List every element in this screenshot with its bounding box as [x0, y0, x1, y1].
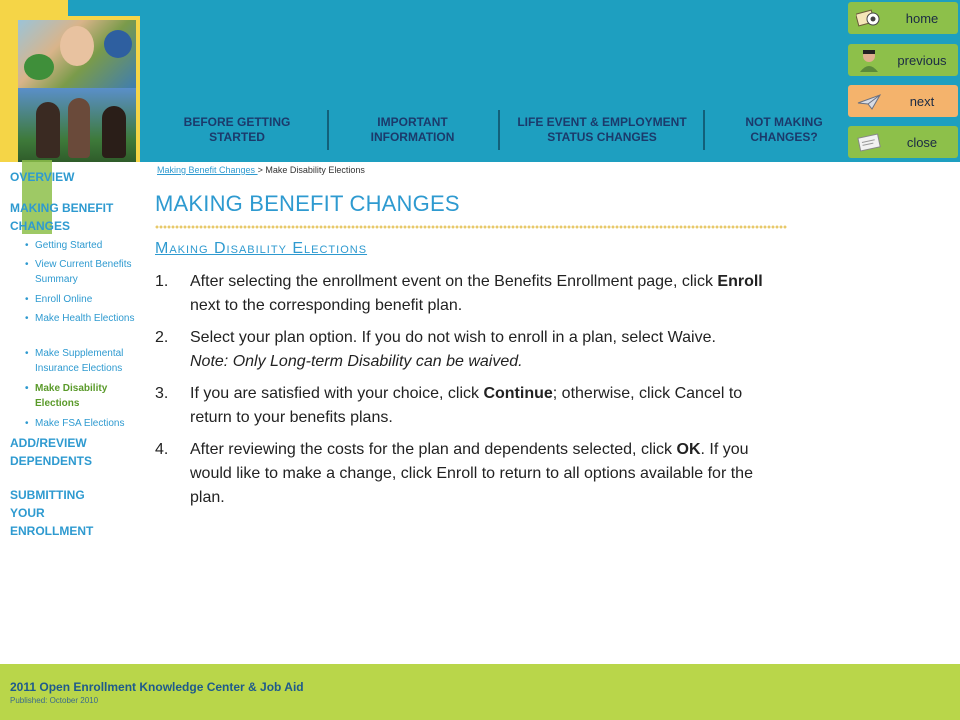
next-button[interactable]	[848, 85, 958, 117]
step-note: Note: Only Long-term Disability can be waived.	[190, 353, 523, 370]
bullet-icon: •	[25, 313, 29, 324]
bullet-icon: •	[25, 383, 29, 394]
topnav-divider	[703, 110, 705, 150]
bullet-icon: •	[25, 294, 29, 305]
sidebar-item-getting-started[interactable]	[26, 238, 138, 253]
previous-label: previous	[897, 52, 947, 68]
sidebar-item-make-health-elections[interactable]	[26, 311, 138, 326]
sidebar-item-label: Make Supplemental Insurance Elections	[35, 348, 124, 374]
bullet-icon: •	[25, 259, 29, 270]
step-text: Select your plan option. If you do not wish to enroll in a plan, select Waive.	[190, 329, 716, 346]
bullet-icon: •	[25, 418, 29, 429]
topnav-before-getting-started[interactable]: BEFORE GETTING STARTED	[183, 115, 291, 144]
step-text: After selecting the enrollment event on the Benefits Enrollment page, click	[190, 273, 718, 290]
topnav-not-making-changes[interactable]: NOT MAKING CHANGES?	[745, 115, 823, 144]
topnav-divider	[498, 110, 500, 150]
home-button[interactable]	[848, 2, 958, 34]
home-label: home	[905, 10, 939, 26]
previous-button[interactable]	[848, 44, 958, 76]
header-photo-collage	[14, 16, 140, 162]
breadcrumb-link[interactable]: Making Benefit Changes	[157, 165, 258, 175]
topnav-life-event[interactable]: LIFE EVENT & EMPLOYMENT STATUS CHANGES	[517, 115, 687, 144]
step-text: ; otherwise, click Cancel to return to your benefits plans.	[190, 385, 743, 426]
instruction-steps	[155, 270, 775, 518]
sidebar-item-label: Make Health Elections	[35, 313, 135, 324]
person-icon	[856, 48, 882, 72]
step-text: next to the corresponding benefit plan.	[190, 297, 463, 314]
photo-family-eating	[18, 20, 136, 88]
left-sidebar	[0, 162, 140, 664]
photo-person-3	[102, 106, 126, 158]
bullet-icon: •	[25, 348, 29, 359]
bullet-icon: •	[25, 240, 29, 251]
sidebar-item-enroll-online[interactable]	[26, 292, 138, 307]
step-number: 3.	[155, 385, 169, 402]
document-icon	[856, 130, 882, 154]
photo-child-face	[60, 26, 94, 66]
close-button[interactable]	[848, 126, 958, 158]
header-banner	[0, 0, 960, 162]
breadcrumb-current: Make Disability Elections	[265, 165, 365, 175]
topnav-divider	[327, 110, 329, 150]
sidebar-submitting-enrollment[interactable]: SUBMITTING YOUR ENROLLMENT	[10, 488, 94, 538]
step-3	[155, 382, 775, 430]
sidebar-item-make-fsa[interactable]	[26, 416, 138, 431]
sidebar-making-benefit-changes[interactable]: MAKING BENEFIT CHANGES	[10, 201, 114, 233]
step-text: After reviewing the costs for the plan and dependents selected, click	[190, 441, 677, 458]
sidebar-add-review-dependents[interactable]: ADD/REVIEW DEPENDENTS	[10, 436, 93, 468]
photo-person-1	[36, 102, 60, 158]
footer-published: Published: October 2010	[10, 696, 99, 705]
step-bold: Continue	[483, 385, 553, 402]
photo-blueberries	[104, 30, 132, 58]
breadcrumb	[157, 165, 365, 175]
step-bold: Enroll	[717, 273, 763, 290]
step-number: 4.	[155, 441, 169, 458]
step-4	[155, 438, 775, 510]
footer-title: 2011 Open Enrollment Knowledge Center & Job Aid	[10, 680, 304, 694]
step-text: If you are satisfied with your choice, click	[190, 385, 484, 402]
sidebar-item-label: View Current Benefits Summary	[35, 259, 132, 285]
sidebar-item-label: Getting Started	[35, 240, 103, 251]
step-number: 1.	[155, 273, 169, 290]
dotted-divider	[155, 224, 787, 230]
sidebar-item-label: Make Disability Elections	[35, 383, 108, 409]
step-number: 2.	[155, 329, 169, 346]
step-text: . If you would like to make a change, click Enroll to return to all options available for the plan.	[190, 441, 753, 506]
step-1	[155, 270, 775, 318]
paper-plane-icon	[856, 89, 882, 113]
home-icon	[856, 6, 882, 30]
breadcrumb-separator: >	[257, 165, 266, 175]
sidebar-item-make-disability[interactable]	[26, 381, 138, 411]
photo-family-outdoors	[18, 88, 136, 162]
page-title: MAKING BENEFIT CHANGES	[155, 191, 460, 216]
sidebar-item-view-current-benefits[interactable]	[26, 257, 138, 287]
sidebar-item-label: Make FSA Elections	[35, 418, 125, 429]
sidebar-item-make-supplemental[interactable]	[26, 346, 138, 376]
next-label: next	[909, 93, 935, 109]
sidebar-overview[interactable]: OVERVIEW	[10, 170, 75, 184]
topnav-important-information[interactable]: IMPORTANT INFORMATION	[370, 115, 455, 144]
footer	[0, 664, 960, 720]
step-bold: OK	[676, 441, 701, 458]
photo-vegetables	[24, 54, 54, 80]
step-2	[155, 326, 775, 374]
close-label: close	[906, 134, 938, 150]
section-title: Making Disability Elections	[155, 240, 368, 257]
sidebar-item-label: Enroll Online	[35, 294, 93, 305]
photo-person-2	[68, 98, 90, 158]
